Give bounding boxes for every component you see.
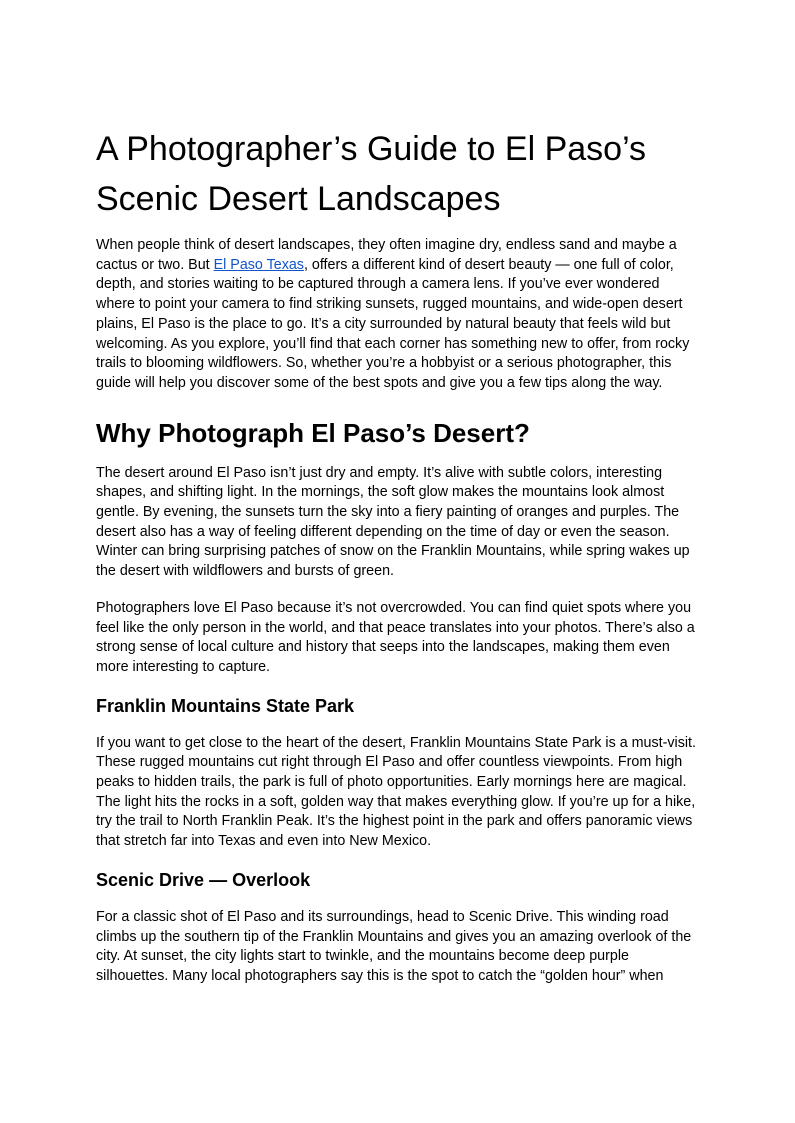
paragraph-not-overcrowded: Photographers love El Paso because it’s not overcrowded. You can find quiet spots where you feel like the only person in the world, and that peace translates into your photos. There’s also a strong sense of local culture and history that seeps into the landscapes, making them even more interesting to capture. [96, 599, 695, 675]
intro-text-after-link: , offers a different kind of desert beauty — one full of color, depth, and stories waiting to be captured through a camera lens. If you’ve ever wondered where to point your camera to find striking sunsets, rugged mountains, and wide-open desert plains, El Paso is the place to go. It’s a city surrounded by natural beauty that feels wild but welcoming. As you explore, you’ll find that each corner has something new to offer, from rocky trails to blooming wildflowers. So, whether you’re a hobbyist or a serious photographer, this guide will help you discover some of the best spots and give you a few tips along the way. [96, 256, 690, 391]
paragraph-scenic-drive: For a classic shot of El Paso and its surroundings, head to Scenic Drive. This winding road climbs up the southern tip of the Franklin Mountains and gives you an amazing overlook of the city. At sunset, the city lights start to twinkle, and the mountains become deep purple silhouettes. Many local photographers say this is the spot to catch the “golden hour” when [96, 908, 692, 984]
paragraph-franklin-mountains: If you want to get close to the heart of the desert, Franklin Mountains State Park is a must-visit. These rugged mountains cut right through El Paso and offer countless viewpoints. From high peaks to hidden trails, the park is full of photo opportunities. Early mornings here are magical. The light hits the rocks in a soft, golden way that makes everything glow. If you’re up for a hike, try the trail to North Franklin Peak. It’s the highest point in the park and offers panoramic views that stretch far into Texas and even into New Mexico. [96, 734, 696, 850]
intro-text-before-link: When people think of desert landscapes, they often imagine dry, endless sand and maybe a cactus or two. But [96, 237, 677, 273]
section-heading-why-photograph: Why Photograph El Paso’s Desert? [96, 417, 530, 448]
paragraph-desert-alive: The desert around El Paso isn’t just dry and empty. It’s alive with subtle colors, interesting shapes, and shifting light. In the mornings, the soft glow makes the mountains look almost gentle. By evening, the sunsets turn the sky into a fiery painting of oranges and purples. The desert also has a way of feeling different depending on the time of day or even the season. Winter can bring surprising patches of snow on the Franklin Mountains, while spring wakes up the desert with wildflowers and bursts of green. [96, 464, 690, 580]
subsection-heading-scenic-drive: Scenic Drive — Overlook [96, 869, 311, 890]
document-title: A Photographer’s Guide to El Paso’s Scenic Desert Landscapes [96, 130, 647, 218]
el-paso-texas-link[interactable]: El Paso Texas [213, 256, 304, 273]
intro-paragraph [96, 236, 699, 394]
subsection-heading-franklin-mountains: Franklin Mountains State Park [96, 695, 355, 716]
